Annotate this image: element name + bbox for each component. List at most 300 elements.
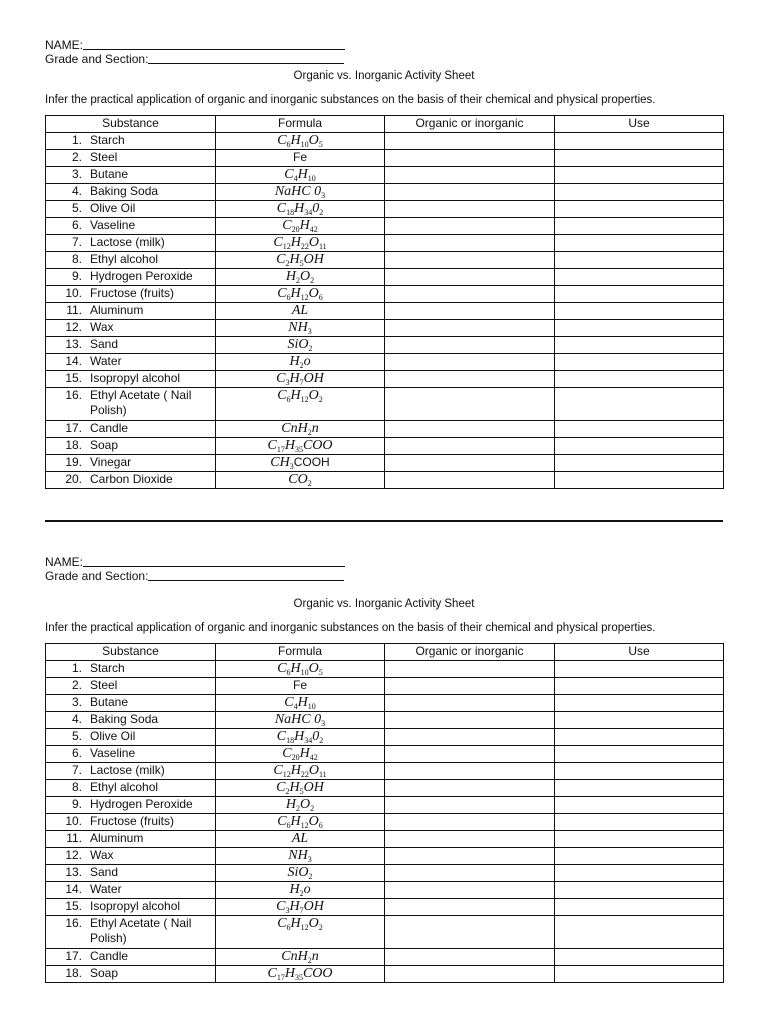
- formula-subscript: 6: [286, 293, 291, 302]
- instruction-text: Infer the practical application of organic and inorganic substances on the basis of their chemical and physical properties.: [45, 622, 656, 634]
- row-number: 16.: [65, 388, 82, 402]
- organic-or-inorganic-answer-cell[interactable]: [385, 899, 555, 916]
- substance-cell: [46, 882, 216, 899]
- chemical-formula: [293, 678, 307, 692]
- table-row: [46, 746, 724, 763]
- substance-name: Fructose (fruits): [90, 286, 175, 300]
- use-answer-cell[interactable]: [555, 354, 724, 371]
- organic-or-inorganic-answer-cell[interactable]: [385, 848, 555, 865]
- organic-or-inorganic-answer-cell[interactable]: [385, 388, 555, 421]
- formula-subscript: 22: [300, 242, 309, 251]
- row-number: 5.: [71, 201, 82, 215]
- column-header-formula: Formula: [216, 644, 385, 661]
- substance-cell: [46, 455, 216, 472]
- use-answer-cell[interactable]: [555, 455, 724, 472]
- column-header-use: Use: [555, 116, 724, 133]
- formula-symbol: H: [290, 388, 301, 403]
- formula-symbol: O: [308, 388, 319, 403]
- formula-subscript: 11: [318, 770, 327, 779]
- use-answer-cell[interactable]: [555, 337, 724, 354]
- use-answer-cell[interactable]: [555, 150, 724, 167]
- substance-cell: [46, 763, 216, 780]
- table-row: [46, 133, 724, 150]
- use-answer-cell[interactable]: [555, 286, 724, 303]
- substance-cell: [46, 746, 216, 763]
- formula-subscript: 12: [300, 923, 309, 932]
- formula-subscript: 12: [282, 770, 291, 779]
- substance-cell: [46, 235, 216, 252]
- substance-name: Sand: [90, 337, 119, 351]
- substance-name: Aluminum: [90, 831, 144, 845]
- formula-subscript: 2: [318, 923, 323, 932]
- formula-cell: [216, 831, 385, 848]
- use-answer-cell[interactable]: [555, 661, 724, 678]
- organic-or-inorganic-answer-cell[interactable]: [385, 371, 555, 388]
- use-answer-cell[interactable]: [555, 966, 724, 983]
- chemical-formula: [281, 421, 318, 436]
- table-row: [46, 421, 724, 438]
- formula-symbol: AL: [291, 831, 309, 846]
- formula-subscript: 6: [318, 821, 323, 830]
- substance-name: Starch: [90, 133, 125, 147]
- formula-symbol: SiO: [287, 865, 309, 880]
- use-answer-cell[interactable]: [555, 201, 724, 218]
- table-row: [46, 848, 724, 865]
- sheet-title: Organic vs. Inorganic Activity Sheet: [293, 598, 475, 610]
- chemical-formula: [277, 201, 323, 216]
- substance-name: Olive Oil: [90, 201, 136, 215]
- substance-name: Ethyl alcohol: [90, 780, 159, 794]
- formula-symbol: o: [303, 882, 311, 897]
- use-answer-cell[interactable]: [555, 421, 724, 438]
- table-row: [46, 269, 724, 286]
- table-row: [46, 235, 724, 252]
- formula-cell: [216, 388, 385, 421]
- table-header-row: [46, 644, 724, 661]
- formula-subscript: 2: [296, 804, 300, 813]
- organic-or-inorganic-answer-cell[interactable]: [385, 678, 555, 695]
- substance-cell: [46, 949, 216, 966]
- substance-name: Isopropyl alcohol: [90, 371, 181, 385]
- formula-symbol: C: [282, 218, 292, 233]
- organic-or-inorganic-answer-cell[interactable]: [385, 150, 555, 167]
- formula-symbol: Fe: [292, 678, 307, 692]
- substance-cell: [46, 269, 216, 286]
- chemical-formula: [277, 814, 323, 829]
- chemical-formula: [284, 695, 315, 710]
- organic-or-inorganic-answer-cell[interactable]: [385, 831, 555, 848]
- formula-symbol: H: [294, 729, 305, 744]
- formula-subscript: 34: [304, 208, 313, 217]
- formula-subscript: 35: [294, 973, 303, 982]
- organic-or-inorganic-answer-cell[interactable]: [385, 865, 555, 882]
- use-answer-cell[interactable]: [555, 167, 724, 184]
- table-header-row: [46, 116, 724, 133]
- formula-subscript: 3: [285, 906, 290, 915]
- table-row: [46, 899, 724, 916]
- formula-symbol: O: [308, 235, 319, 250]
- organic-or-inorganic-answer-cell[interactable]: [385, 780, 555, 797]
- formula-cell: [216, 303, 385, 320]
- use-answer-cell[interactable]: [555, 388, 724, 421]
- row-number: 11.: [66, 831, 82, 845]
- table-row: [46, 797, 724, 814]
- substance-cell: [46, 337, 216, 354]
- formula-subscript: 2: [285, 787, 290, 796]
- substance-name: Carbon Dioxide: [90, 472, 173, 486]
- formula-subscript: 10: [307, 702, 316, 711]
- formula-subscript: 42: [309, 225, 318, 234]
- name-blank-line: [83, 38, 345, 50]
- formula-symbol: NH: [288, 848, 308, 863]
- formula-symbol: C: [276, 899, 286, 914]
- formula-subscript: 12: [300, 821, 309, 830]
- formula-cell: [216, 695, 385, 712]
- formula-subscript: 42: [309, 753, 318, 762]
- formula-symbol: H: [290, 814, 301, 829]
- formula-cell: [216, 746, 385, 763]
- use-answer-cell[interactable]: [555, 678, 724, 695]
- organic-or-inorganic-answer-cell[interactable]: [385, 421, 555, 438]
- formula-symbol: CnH: [281, 421, 308, 436]
- formula-symbol: 0: [312, 201, 320, 216]
- formula-cell: [216, 814, 385, 831]
- use-answer-cell[interactable]: [555, 133, 724, 150]
- formula-symbol: O: [308, 286, 319, 301]
- row-number: 3.: [71, 695, 82, 709]
- chemical-formula: [288, 337, 313, 352]
- organic-or-inorganic-answer-cell[interactable]: [385, 712, 555, 729]
- use-answer-cell[interactable]: [555, 472, 724, 489]
- chemical-formula: [292, 303, 308, 318]
- table-row: [46, 865, 724, 882]
- substance-name: Water: [90, 354, 122, 368]
- formula-symbol: H: [284, 966, 295, 981]
- formula-cell: [216, 763, 385, 780]
- row-number: 9.: [71, 797, 82, 811]
- substance-name: Wax: [90, 320, 114, 334]
- use-answer-cell[interactable]: [555, 712, 724, 729]
- chemical-formula: [288, 472, 311, 487]
- formula-subscript: 2: [299, 889, 304, 898]
- grade-section-blank-line: [148, 52, 344, 64]
- chemical-formula: [293, 150, 307, 164]
- use-answer-cell[interactable]: [555, 371, 724, 388]
- column-header-substance: Substance: [46, 644, 216, 661]
- substance-cell: [46, 167, 216, 184]
- formula-cell: [216, 916, 385, 949]
- use-answer-cell[interactable]: [555, 814, 724, 831]
- name-label: NAME:: [45, 38, 84, 52]
- organic-or-inorganic-answer-cell[interactable]: [385, 472, 555, 489]
- formula-symbol: H: [284, 438, 295, 453]
- formula-cell: [216, 421, 385, 438]
- chemical-formula: [281, 949, 318, 964]
- organic-or-inorganic-answer-cell[interactable]: [385, 949, 555, 966]
- use-answer-cell[interactable]: [555, 235, 724, 252]
- use-answer-cell[interactable]: [555, 797, 724, 814]
- formula-symbol: CO: [288, 472, 308, 487]
- organic-or-inorganic-answer-cell[interactable]: [385, 252, 555, 269]
- use-answer-cell[interactable]: [555, 899, 724, 916]
- substance-name: Soap: [90, 966, 119, 980]
- table-row: [46, 661, 724, 678]
- formula-cell: [216, 337, 385, 354]
- row-number: 1.: [71, 661, 82, 675]
- formula-subscript: 6: [286, 923, 291, 932]
- formula-symbol: C: [282, 746, 292, 761]
- name-blank-line: [83, 555, 345, 567]
- chemical-formula: [276, 371, 324, 386]
- organic-or-inorganic-answer-cell[interactable]: [385, 337, 555, 354]
- substance-cell: [46, 371, 216, 388]
- use-answer-cell[interactable]: [555, 695, 724, 712]
- formula-subscript: 3: [321, 719, 326, 728]
- substance-cell: [46, 848, 216, 865]
- table-row: [46, 882, 724, 899]
- formula-subscript: 18: [286, 208, 295, 217]
- formula-cell: [216, 780, 385, 797]
- row-number: 9.: [71, 269, 82, 283]
- table-row: [46, 201, 724, 218]
- organic-or-inorganic-answer-cell[interactable]: [385, 797, 555, 814]
- formula-symbol: CnH: [281, 949, 308, 964]
- formula-symbol: H: [289, 780, 300, 795]
- formula-cell: [216, 133, 385, 150]
- substance-cell: [46, 201, 216, 218]
- formula-subscript: 2: [296, 276, 300, 285]
- formula-symbol: O: [300, 269, 311, 284]
- use-answer-cell[interactable]: [555, 831, 724, 848]
- table-row: [46, 831, 724, 848]
- formula-subscript: 10: [300, 140, 309, 149]
- formula-cell: [216, 455, 385, 472]
- chemical-formula: [276, 780, 324, 795]
- formula-symbol: Fe: [292, 150, 307, 164]
- formula-symbol: OH: [303, 899, 324, 914]
- formula-cell: [216, 472, 385, 489]
- column-header-formula: Formula: [216, 116, 385, 133]
- formula-symbol: O: [300, 797, 311, 812]
- formula-symbol: O: [308, 661, 319, 676]
- chemical-formula: [282, 218, 317, 233]
- use-answer-cell[interactable]: [555, 763, 724, 780]
- organic-or-inorganic-answer-cell[interactable]: [385, 661, 555, 678]
- formula-symbol: COO: [302, 438, 333, 453]
- table-row: [46, 966, 724, 983]
- table-row: [46, 678, 724, 695]
- organic-or-inorganic-answer-cell[interactable]: [385, 235, 555, 252]
- use-answer-cell[interactable]: [555, 218, 724, 235]
- row-number: 20.: [65, 472, 82, 486]
- formula-subscript: 3: [307, 855, 312, 864]
- use-answer-cell[interactable]: [555, 916, 724, 949]
- row-number: 4.: [71, 712, 82, 726]
- formula-subscript: 2: [307, 479, 312, 488]
- chemical-formula: [273, 763, 326, 778]
- organic-or-inorganic-answer-cell[interactable]: [385, 286, 555, 303]
- formula-cell: [216, 797, 385, 814]
- use-answer-cell[interactable]: [555, 949, 724, 966]
- substance-cell: [46, 916, 216, 949]
- formula-symbol: OH: [303, 252, 324, 267]
- grade-section-label: Grade and Section:: [45, 52, 149, 66]
- grade-section-field: [45, 52, 723, 66]
- organic-or-inorganic-answer-cell[interactable]: [385, 438, 555, 455]
- use-answer-cell[interactable]: [555, 865, 724, 882]
- formula-cell: [216, 218, 385, 235]
- chemical-formula: [267, 966, 332, 981]
- formula-symbol: H: [294, 201, 305, 216]
- formula-subscript: 3: [289, 462, 294, 471]
- formula-subscript: 2: [308, 872, 313, 881]
- organic-or-inorganic-answer-cell[interactable]: [385, 746, 555, 763]
- row-number: 12.: [65, 848, 82, 862]
- substance-name: Steel: [90, 678, 118, 692]
- substance-name: Steel: [90, 150, 118, 164]
- substance-name: Olive Oil: [90, 729, 136, 743]
- organic-or-inorganic-answer-cell[interactable]: [385, 916, 555, 949]
- substance-cell: [46, 303, 216, 320]
- formula-cell: [216, 354, 385, 371]
- chemical-formula: [277, 661, 323, 676]
- formula-cell: [216, 949, 385, 966]
- use-answer-cell[interactable]: [555, 438, 724, 455]
- formula-subscript: 3: [307, 327, 312, 336]
- formula-symbol: C: [277, 661, 287, 676]
- table-row: [46, 303, 724, 320]
- row-number: 7.: [71, 763, 82, 777]
- chemical-formula: [282, 746, 317, 761]
- row-number: 2.: [71, 150, 82, 164]
- substance-name: Butane: [90, 695, 129, 709]
- formula-subscript: 10: [300, 668, 309, 677]
- formula-symbol: OH: [303, 371, 324, 386]
- formula-symbol: CH: [270, 455, 290, 470]
- use-answer-cell[interactable]: [555, 882, 724, 899]
- use-answer-cell[interactable]: [555, 320, 724, 337]
- organic-or-inorganic-answer-cell[interactable]: [385, 882, 555, 899]
- table-row: [46, 252, 724, 269]
- organic-or-inorganic-answer-cell[interactable]: [385, 729, 555, 746]
- formula-cell: [216, 320, 385, 337]
- formula-subscript: 17: [276, 445, 285, 454]
- activity-sheet-2: [45, 555, 723, 983]
- activity-sheet-1: [45, 38, 723, 489]
- table-row: [46, 712, 724, 729]
- substance-cell: [46, 421, 216, 438]
- table-row: [46, 218, 724, 235]
- grade-section-label: Grade and Section:: [45, 569, 149, 583]
- substance-cell: [46, 661, 216, 678]
- organic-or-inorganic-answer-cell[interactable]: [385, 201, 555, 218]
- row-number: 8.: [71, 780, 82, 794]
- chemical-formula: [284, 167, 315, 182]
- formula-subscript: 10: [307, 174, 316, 183]
- substance-name: Vaseline: [90, 218, 136, 232]
- formula-subscript: 18: [286, 736, 295, 745]
- formula-symbol: C: [276, 780, 286, 795]
- organic-or-inorganic-answer-cell[interactable]: [385, 695, 555, 712]
- substance-cell: [46, 320, 216, 337]
- formula-symbol: C: [277, 814, 287, 829]
- formula-subscript: 7: [299, 378, 304, 387]
- row-number: 5.: [71, 729, 82, 743]
- formula-symbol: O: [308, 916, 319, 931]
- substance-name: Water: [90, 882, 122, 896]
- use-answer-cell[interactable]: [555, 780, 724, 797]
- chemical-formula: [289, 354, 310, 369]
- row-number: 7.: [71, 235, 82, 249]
- formula-symbol: H: [285, 797, 296, 812]
- organic-or-inorganic-answer-cell[interactable]: [385, 218, 555, 235]
- organic-or-inorganic-answer-cell[interactable]: [385, 303, 555, 320]
- row-number: 2.: [71, 678, 82, 692]
- organic-or-inorganic-answer-cell[interactable]: [385, 763, 555, 780]
- formula-cell: [216, 269, 385, 286]
- use-answer-cell[interactable]: [555, 848, 724, 865]
- substance-cell: [46, 831, 216, 848]
- formula-symbol: SiO: [287, 337, 309, 352]
- formula-cell: [216, 899, 385, 916]
- substance-name: Lactose (milk): [90, 763, 165, 777]
- use-answer-cell[interactable]: [555, 252, 724, 269]
- substance-cell: [46, 252, 216, 269]
- formula-symbol: OH: [303, 780, 324, 795]
- organic-or-inorganic-answer-cell[interactable]: [385, 269, 555, 286]
- use-answer-cell[interactable]: [555, 729, 724, 746]
- table-row: [46, 729, 724, 746]
- formula-symbol: C: [273, 763, 283, 778]
- organic-or-inorganic-answer-cell[interactable]: [385, 354, 555, 371]
- organic-or-inorganic-answer-cell[interactable]: [385, 133, 555, 150]
- use-answer-cell[interactable]: [555, 303, 724, 320]
- chemical-formula: [276, 899, 324, 914]
- row-number: 17.: [65, 421, 82, 435]
- organic-or-inorganic-answer-cell[interactable]: [385, 320, 555, 337]
- organic-or-inorganic-answer-cell[interactable]: [385, 167, 555, 184]
- use-answer-cell[interactable]: [555, 184, 724, 201]
- formula-cell: [216, 371, 385, 388]
- formula-symbol: C: [277, 388, 287, 403]
- organic-or-inorganic-answer-cell[interactable]: [385, 455, 555, 472]
- substance-name: Fructose (fruits): [90, 814, 175, 828]
- table-row: [46, 286, 724, 303]
- organic-or-inorganic-answer-cell[interactable]: [385, 184, 555, 201]
- formula-cell: [216, 712, 385, 729]
- substance-name: Sand: [90, 865, 119, 879]
- formula-symbol: H: [290, 286, 301, 301]
- formula-subscript: 11: [318, 242, 327, 251]
- formula-cell: [216, 438, 385, 455]
- organic-or-inorganic-answer-cell[interactable]: [385, 966, 555, 983]
- substance-cell: [46, 780, 216, 797]
- organic-or-inorganic-answer-cell[interactable]: [385, 814, 555, 831]
- substance-cell: [46, 286, 216, 303]
- chemical-formula: [288, 848, 311, 863]
- row-number: 10.: [65, 814, 82, 828]
- use-answer-cell[interactable]: [555, 269, 724, 286]
- formula-cell: [216, 865, 385, 882]
- formula-subscript: 2: [310, 804, 315, 813]
- substance-cell: [46, 133, 216, 150]
- formula-subscript: 2: [285, 259, 290, 268]
- chemical-formula: [288, 865, 313, 880]
- column-header-substance: Substance: [46, 116, 216, 133]
- formula-symbol: C: [284, 695, 294, 710]
- use-answer-cell[interactable]: [555, 746, 724, 763]
- formula-symbol: COO: [302, 966, 333, 981]
